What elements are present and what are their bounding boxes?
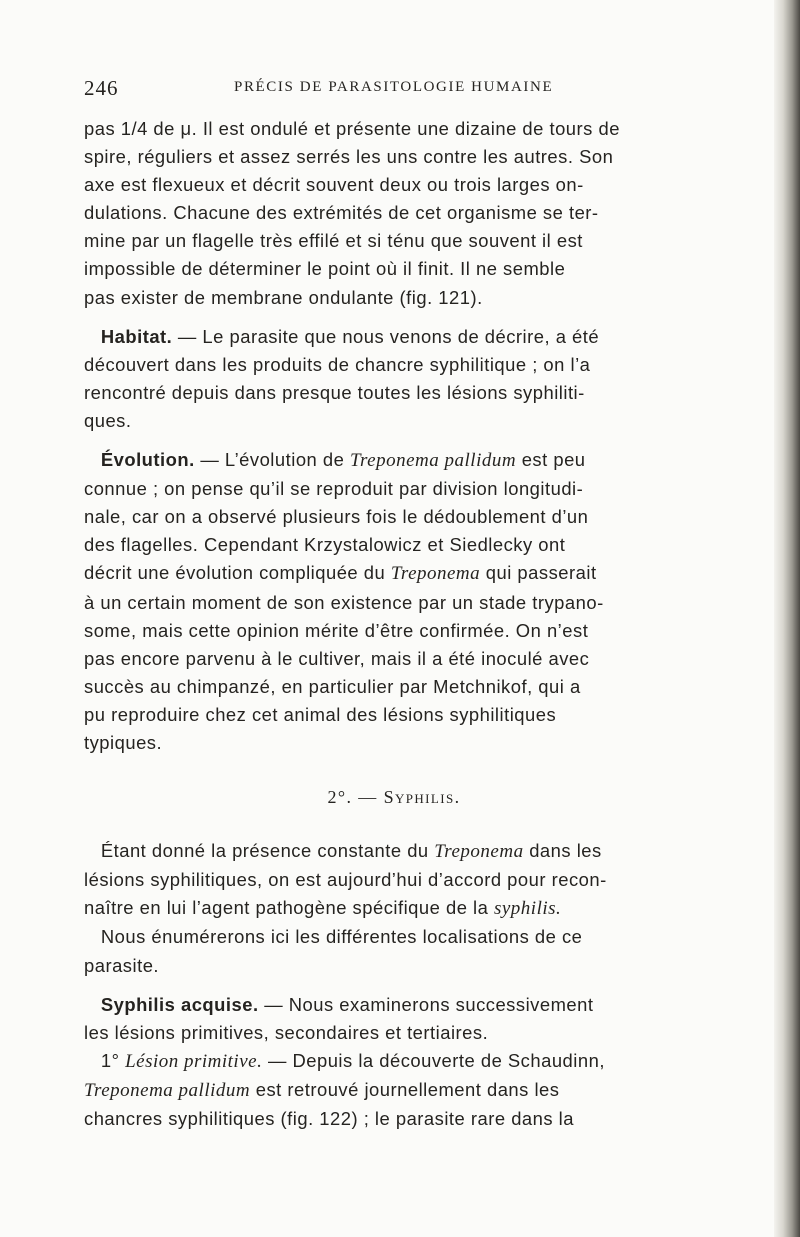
body-text bbox=[84, 115, 704, 1133]
text-line: impossible de déterminer le point où il finit. Il ne semble bbox=[84, 258, 566, 280]
genus-name: Treponema bbox=[434, 841, 524, 863]
text-line: décrit une évolution compliquée du Treponema qui passerait bbox=[84, 562, 597, 585]
text-line: à un certain moment de son existence par un stade trypano- bbox=[84, 591, 604, 613]
paragraph-syphilis-intro bbox=[84, 837, 704, 979]
page-edge-shadow bbox=[774, 0, 800, 1237]
text-line: Étant donné la présence constante du Treponema dans les bbox=[100, 840, 602, 863]
text-line: ques. bbox=[84, 409, 132, 431]
paragraph-description bbox=[84, 115, 704, 312]
text-line: pas encore parvenu à le cultiver, mais il a été inoculé avec bbox=[84, 647, 590, 669]
text-line: 1° Lésion primitive. — Depuis la découverte de Schaudinn, bbox=[100, 1049, 605, 1072]
text-line: les lésions primitives, secondaires et tertiaires. bbox=[84, 1021, 489, 1043]
text-line: rencontré depuis dans presque toutes les lésions syphiliti- bbox=[84, 381, 585, 403]
text-line: lésions syphilitiques, on est aujourd’hui d’accord pour recon- bbox=[84, 869, 607, 891]
text-line: dulations. Chacune des extrémités de cet organisme se ter- bbox=[84, 202, 599, 224]
page-header bbox=[84, 76, 682, 106]
text-line: découvert dans les produits de chancre syphilitique ; on l’a bbox=[84, 353, 591, 375]
paragraph-syphilis-acquise bbox=[84, 991, 704, 1133]
text-line: des flagelles. Cependant Krzystalowicz et Siedlecky ont bbox=[84, 534, 566, 556]
text-line: parasite. bbox=[84, 954, 160, 976]
text-line: succès au chimpanzé, en particulier par Metchnikof, qui a bbox=[84, 675, 581, 697]
section-title: 2°. — Syphilis. bbox=[327, 787, 461, 808]
text-line: Habitat. — Le parasite que nous venons de décrire, a été bbox=[100, 325, 600, 347]
genus-name: Treponema bbox=[390, 563, 481, 585]
text-line: Nous énumérerons ici les différentes localisations de ce bbox=[100, 926, 583, 948]
habitat-heading: Habitat. bbox=[100, 325, 173, 347]
text-line: nale, car on a observé plusieurs fois le dédoublement d’un bbox=[84, 506, 589, 528]
evolution-heading: Évolution. bbox=[100, 449, 195, 471]
subsection-title: Lésion primitive. bbox=[125, 1050, 263, 1072]
species-name: Treponema pallidum bbox=[349, 450, 517, 472]
text-line: chancres syphilitiques (fig. 122) ; le parasite rare dans la bbox=[84, 1108, 574, 1129]
page-number: 246 bbox=[84, 76, 119, 100]
text-line: Treponema pallidum est retrouvé journellement dans les bbox=[84, 1078, 560, 1101]
paragraph-habitat bbox=[84, 323, 704, 435]
text-line: naître en lui l’agent pathogène spécifique de la syphilis. bbox=[84, 897, 562, 920]
text-line: spire, réguliers et assez serrés les uns contre les autres. Son bbox=[84, 146, 614, 168]
text-line: pas 1/4 de μ. Il est ondulé et présente une dizaine de tours de bbox=[84, 118, 620, 139]
species-name: Treponema pallidum bbox=[84, 1079, 251, 1101]
text-line: pu reproduire chez cet animal des lésions syphilitiques bbox=[84, 703, 557, 725]
text-line: typiques. bbox=[84, 731, 163, 753]
text-line: some, mais cette opinion mérite d’être confirmée. On n’est bbox=[84, 619, 589, 641]
text-line: pas exister de membrane ondulante (fig. 121). bbox=[84, 286, 483, 308]
text-line: Syphilis acquise. — Nous examinerons successivement bbox=[100, 993, 594, 1015]
running-title: PRÉCIS DE PARASITOLOGIE HUMAINE bbox=[234, 79, 554, 95]
text-line: mine par un flagelle très effilé et si ténu que souvent il est bbox=[84, 230, 583, 252]
text-line: connue ; on pense qu’il se reproduit par division longitudi- bbox=[84, 478, 584, 500]
paragraph-evolution bbox=[84, 446, 704, 757]
text-line: axe est flexueux et décrit souvent deux ou trois larges on- bbox=[84, 174, 584, 196]
disease-name: syphilis. bbox=[493, 898, 562, 920]
text-line: Évolution. — L’évolution de Treponema pallidum est peu bbox=[100, 449, 586, 472]
acquise-heading: Syphilis acquise. bbox=[100, 993, 259, 1015]
